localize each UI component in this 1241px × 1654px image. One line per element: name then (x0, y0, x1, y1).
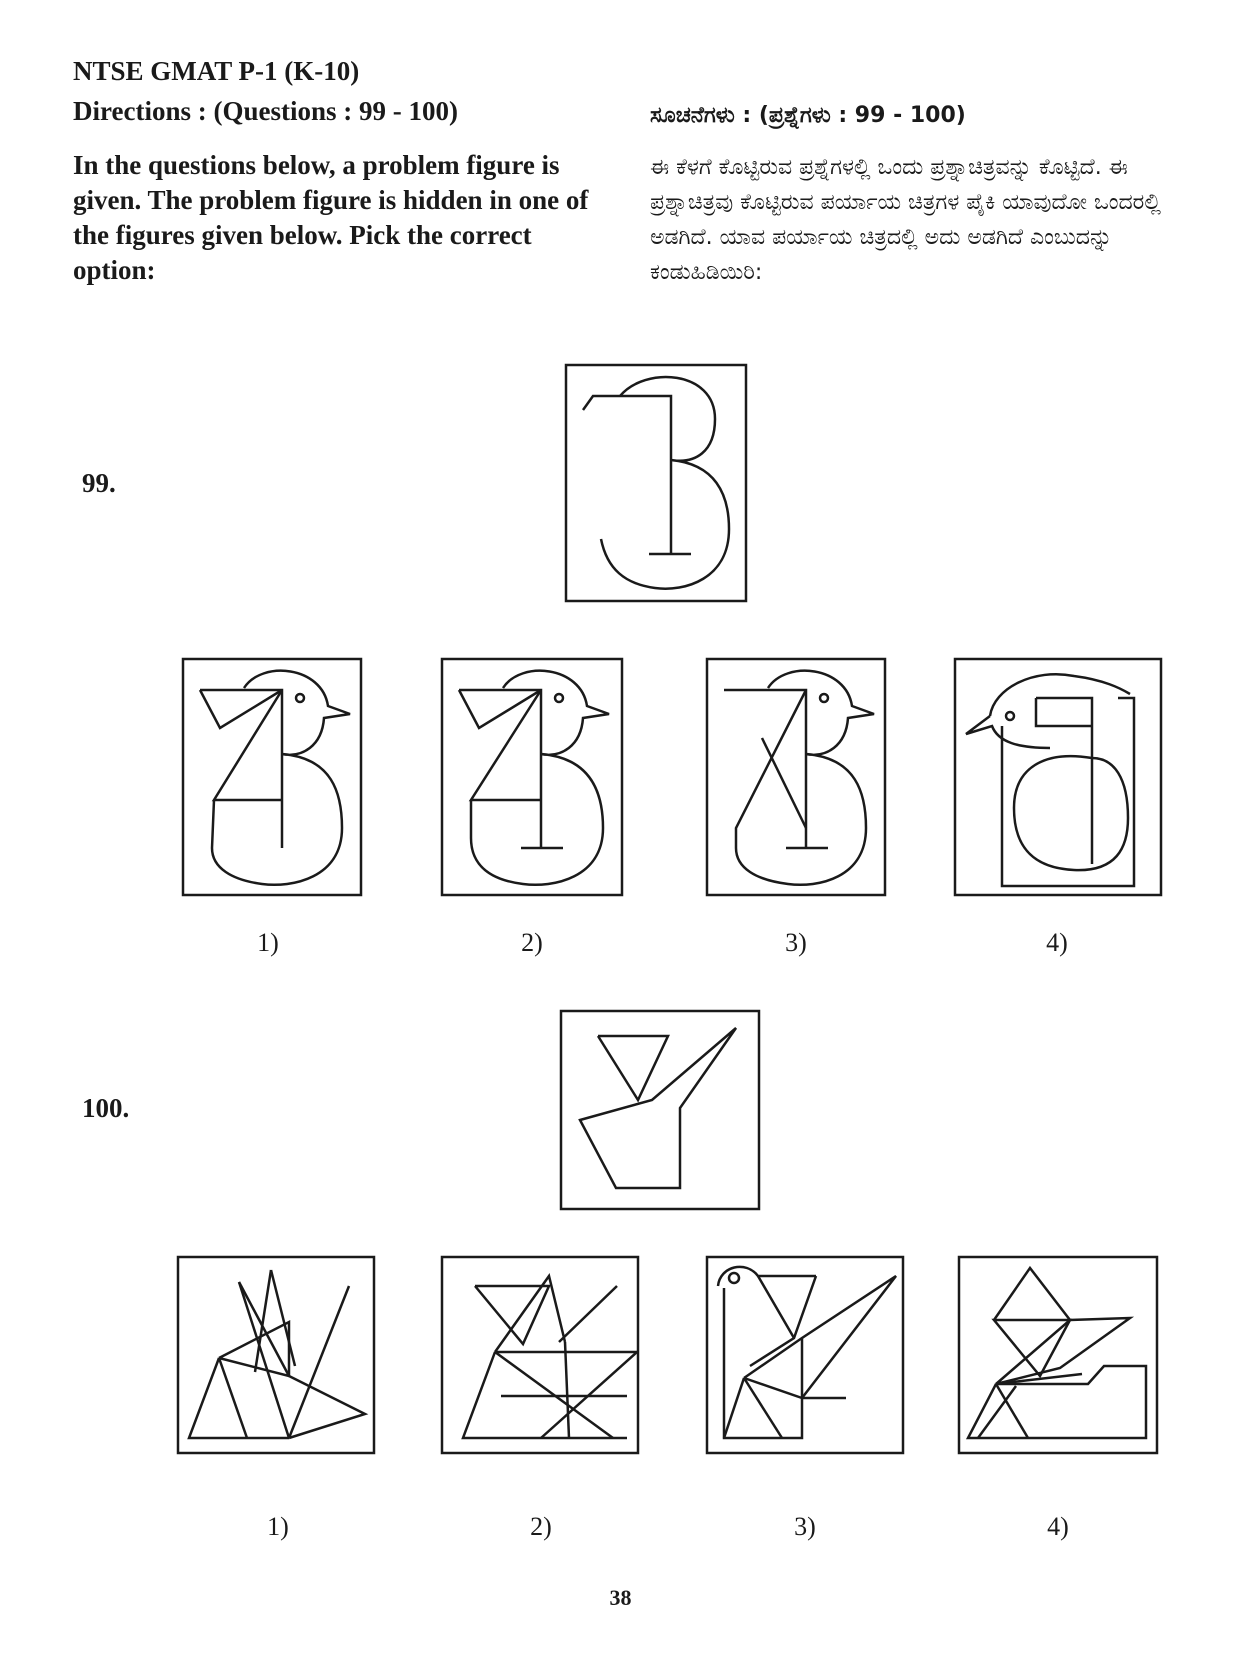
exam-title: NTSE GMAT P-1 (K-10) (73, 56, 360, 86)
q99-option-1-figure[interactable] (182, 658, 362, 896)
q99-option-2-label[interactable]: 2) (521, 928, 543, 957)
q99-option-2-figure[interactable] (441, 658, 623, 896)
q99-problem-figure (565, 364, 747, 602)
q100-option-3-figure[interactable] (706, 1256, 904, 1454)
page-number: 38 (609, 1585, 632, 1610)
q100-option-3-label[interactable]: 3) (794, 1512, 816, 1541)
directions-heading-en: Directions : (Questions : 99 - 100) (73, 96, 458, 126)
q99-option-4-label[interactable]: 4) (1046, 928, 1068, 957)
directions-heading-kn: ಸೂಚನೆಗಳು : (ಪ್ರಶ್ನೆಗಳು : 99 - 100) (650, 103, 966, 128)
q99-option-4-figure[interactable] (954, 658, 1162, 896)
q100-option-1-label[interactable]: 1) (267, 1512, 289, 1541)
q99-option-1-label[interactable]: 1) (257, 928, 279, 957)
q100-option-4-label[interactable]: 4) (1047, 1512, 1069, 1541)
instructions-en: In the questions below, a problem figure is given. The problem figure is hidden in one of the figures given below. Pick the correct option: (73, 150, 589, 285)
question-99-number: 99. (82, 468, 116, 498)
q100-option-2-figure[interactable] (441, 1256, 639, 1454)
q100-option-2-label[interactable]: 2) (530, 1512, 552, 1541)
instructions-kn: ಈ ಕೆಳಗೆ ಕೊಟ್ಟಿರುವ ಪ್ರಶ್ನೆಗಳಲ್ಲಿ ಒಂದು ಪ್ರಶ್ನಾಚಿತ್ರವನ್ನು ಕೊಟ್ಟಿದೆ. ಈ ಪ್ರಶ್ನಾಚಿತ್ರವು ಕೊಟ್ಟಿರುವ ಪರ್ಯಾಯ ಚಿತ್ರಗಳ ಪೈಕಿ ಯಾವುದೋ ಒಂದರಲ್ಲಿ ಅಡಗಿದೆ. ಯಾವ ಪರ್ಯಾಯ ಚಿತ್ರದಲ್ಲಿ ಅದು ಅಡಗಿದೆ ಎಂಬುದನ್ನು ಕಂಡುಹಿಡಿಯಿರಿ: (650, 155, 1161, 285)
question-100-number: 100. (82, 1093, 130, 1123)
q100-option-1-figure[interactable] (177, 1256, 375, 1454)
q100-option-4-figure[interactable] (958, 1256, 1158, 1454)
q99-option-3-figure[interactable] (706, 658, 886, 896)
q100-problem-figure (560, 1010, 760, 1210)
q99-option-3-label[interactable]: 3) (785, 928, 807, 957)
